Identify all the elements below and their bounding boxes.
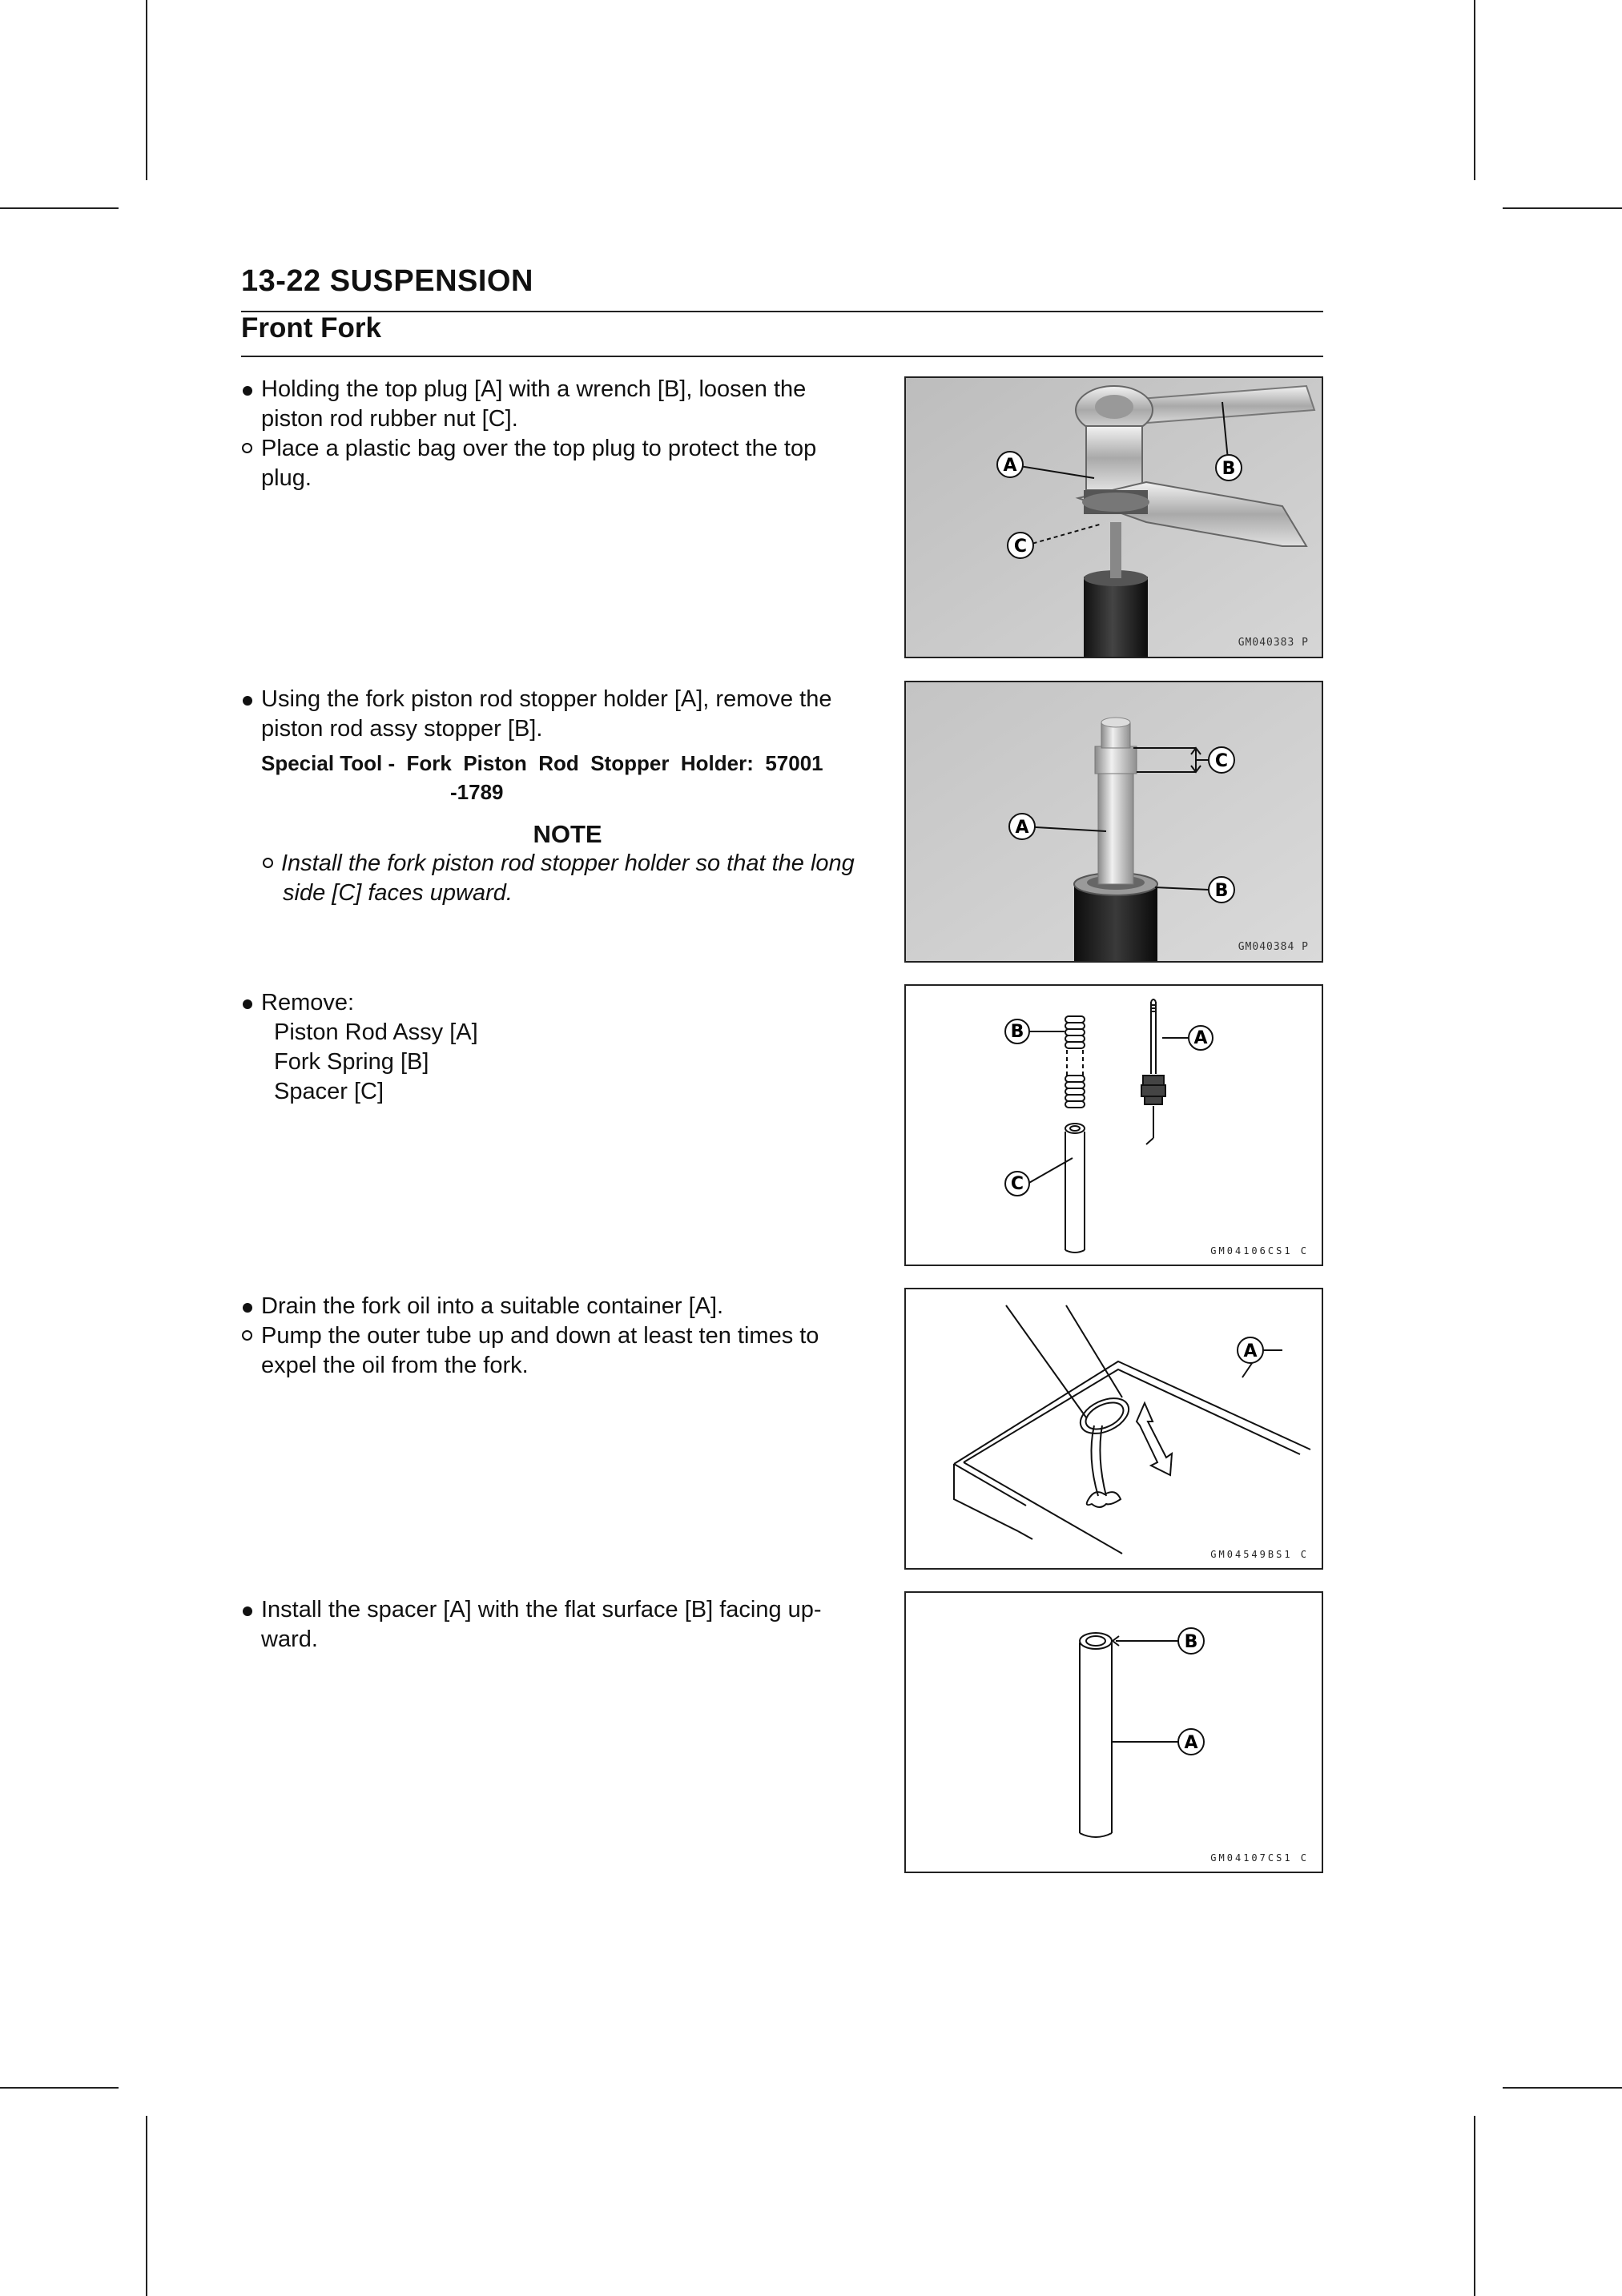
step-text: plug. bbox=[261, 465, 312, 491]
step-1-text bbox=[241, 375, 874, 493]
step-line bbox=[241, 1292, 874, 1321]
bullet-icon bbox=[243, 1606, 252, 1616]
list-item: Fork Spring [B] bbox=[274, 1049, 429, 1075]
bullet-icon bbox=[243, 999, 252, 1009]
callout-b: B bbox=[1222, 459, 1236, 479]
step-text: Remove: bbox=[261, 990, 355, 1015]
step-2-text bbox=[241, 685, 874, 908]
line-illustration bbox=[906, 1593, 1323, 1873]
crop-mark bbox=[1474, 2116, 1475, 2296]
step-text: piston rod assy stopper [B]. bbox=[261, 716, 543, 742]
step-line bbox=[241, 685, 874, 714]
step-text: Pump the outer tube up and down at least ten times to bbox=[261, 1323, 819, 1349]
step-text: piston rod rubber nut [C]. bbox=[261, 406, 518, 432]
note-text: Install the fork piston rod stopper holder so that the long bbox=[281, 850, 855, 876]
crop-mark bbox=[1474, 0, 1475, 180]
figure-removed-parts bbox=[904, 984, 1323, 1266]
figure-stopper-holder bbox=[904, 681, 1323, 963]
callout-b: B bbox=[1010, 1022, 1024, 1042]
callout-c: C bbox=[1214, 751, 1229, 771]
step-3-text bbox=[241, 988, 874, 1107]
step-5-text bbox=[241, 1595, 874, 1655]
step-line bbox=[241, 434, 874, 464]
step-text: Holding the top plug [A] with a wrench [B], loosen the bbox=[261, 376, 807, 402]
step-line bbox=[241, 1595, 874, 1625]
section-title: Front Fork bbox=[241, 312, 381, 344]
step-4-text bbox=[241, 1292, 874, 1381]
callout-c: C bbox=[1013, 537, 1028, 557]
crop-mark bbox=[146, 0, 147, 180]
callout-a: A bbox=[1184, 1733, 1198, 1753]
step-line bbox=[241, 375, 874, 404]
callout-a: A bbox=[1015, 818, 1029, 838]
list-item: Spacer [C] bbox=[274, 1079, 384, 1104]
figure-top-plug-wrench bbox=[904, 376, 1323, 658]
sub-step-icon bbox=[263, 858, 273, 868]
note-text: side [C] faces upward. bbox=[283, 880, 513, 906]
photo-illustration bbox=[906, 378, 1323, 658]
figure-code: GM04106CS1 C bbox=[1210, 1245, 1309, 1257]
step-text: Install the spacer [A] with the flat surface [B] facing up- bbox=[261, 1597, 822, 1622]
step-line bbox=[241, 404, 874, 434]
step-text: Drain the fork oil into a suitable container [A]. bbox=[261, 1293, 724, 1319]
note-line bbox=[241, 849, 874, 879]
callout-a: A bbox=[1193, 1028, 1208, 1048]
crop-mark bbox=[1503, 2087, 1622, 2089]
callout-b: B bbox=[1214, 881, 1229, 901]
note-line bbox=[241, 879, 874, 908]
step-line bbox=[241, 1321, 874, 1351]
photo-illustration bbox=[906, 682, 1323, 963]
figure-code: GM040384 P bbox=[1238, 941, 1309, 953]
bullet-icon bbox=[243, 696, 252, 706]
crop-mark bbox=[0, 207, 119, 209]
sub-step-icon bbox=[242, 443, 252, 453]
special-tool-part-number: -1789 bbox=[450, 780, 504, 804]
line-illustration bbox=[906, 986, 1323, 1266]
step-line bbox=[241, 464, 874, 493]
step-line bbox=[241, 988, 874, 1018]
step-text: expel the oil from the fork. bbox=[261, 1353, 529, 1378]
figure-spacer-install bbox=[904, 1591, 1323, 1873]
page-title: 13-22 SUSPENSION bbox=[241, 264, 533, 298]
bullet-icon bbox=[243, 1303, 252, 1313]
step-text: ward. bbox=[261, 1627, 318, 1652]
callout-a: A bbox=[1243, 1341, 1258, 1361]
special-tool-line: Special Tool - Fork Piston Rod Stopper Holder: 57001 bbox=[261, 751, 823, 775]
line-illustration bbox=[906, 1289, 1323, 1570]
step-line bbox=[241, 714, 874, 744]
step-line bbox=[241, 1351, 874, 1381]
crop-mark bbox=[1503, 207, 1622, 209]
section-rule bbox=[241, 356, 1323, 357]
callout-a: A bbox=[1003, 456, 1017, 476]
step-text: Place a plastic bag over the top plug to protect the top bbox=[261, 436, 817, 461]
list-item: Piston Rod Assy [A] bbox=[274, 1019, 478, 1045]
step-line bbox=[241, 1625, 874, 1655]
crop-mark bbox=[0, 2087, 119, 2089]
figure-drain-oil bbox=[904, 1288, 1323, 1570]
sub-step-icon bbox=[242, 1330, 252, 1341]
callout-c: C bbox=[1010, 1174, 1024, 1194]
note-heading: NOTE bbox=[533, 820, 602, 848]
callout-b: B bbox=[1184, 1632, 1198, 1652]
figure-code: GM04107CS1 C bbox=[1210, 1852, 1309, 1864]
header-rule bbox=[241, 311, 1323, 312]
special-tool bbox=[241, 749, 874, 806]
bullet-icon bbox=[243, 386, 252, 396]
step-text: Using the fork piston rod stopper holder [A], remove the bbox=[261, 686, 832, 712]
crop-mark bbox=[146, 2116, 147, 2296]
figure-code: GM04549BS1 C bbox=[1210, 1549, 1309, 1560]
figure-code: GM040383 P bbox=[1238, 637, 1309, 649]
